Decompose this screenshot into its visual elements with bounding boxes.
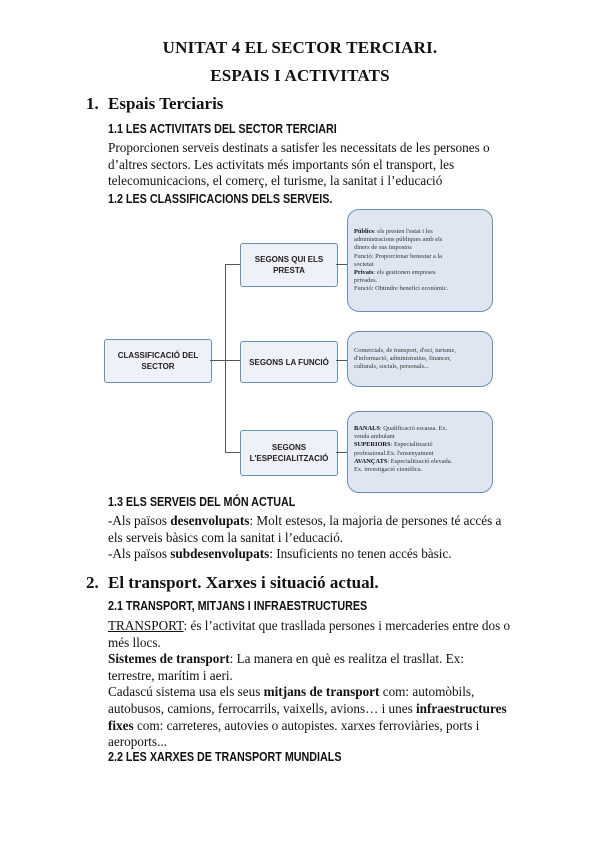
diagram-detail-funcio: Comercials, de transport, d'oci, turisme, d'informació, administratius, financer, culturals, socials, personals... (347, 331, 493, 387)
diagram-root-box: CLASSIFICACIÓ DEL SECTOR (104, 339, 212, 383)
connector (225, 264, 226, 452)
connector (336, 452, 347, 453)
page-title: UNITAT 4 EL SECTOR TERCIARI. (162, 38, 438, 57)
paragraph-1-1: Proporcionen serveis destinats a satisfer les necessitats de les persones o d’altres sectors. Les activitats més importants són el transport, les telecomunicacions, el comerç, el turisme, la sanitat i l’educació (108, 140, 490, 189)
diagram-box-especialitzacio: SEGONS L'ESPECIALITZACIÓ (240, 430, 338, 476)
page-subtitle: ESPAIS I ACTIVITATS (210, 66, 390, 85)
diagram-box-presta: SEGONS QUI ELS PRESTA (240, 243, 338, 287)
paragraph-1-3: -Als països desenvolupats: Molt estesos, la majoria de persones té accés a els serveis bàsics com la sanitat i l’educació. -Als països subdesenvolupats: Insuficients no tenen accés bàsic. (108, 513, 502, 562)
section-2-number: 2. (86, 573, 99, 592)
section-2-title: El transport. Xarxes i situació actual. (108, 573, 379, 592)
subheading-1-3: 1.3 ELS SERVEIS DEL MÓN ACTUAL (108, 495, 296, 509)
connector (336, 360, 347, 361)
subheading-2-2: 2.2 LES XARXES DE TRANSPORT MUNDIALS (108, 750, 342, 764)
diagram-detail-presta: Públics: els presten l'estat i les administracions públiques amb els diners de sus impostos Funció: Proporcionar benestar a la societat Privats: els gestionen empreses privades. Funció: Obtindre benefici econòmic. (347, 209, 493, 312)
connector (225, 452, 240, 453)
subheading-2-1: 2.1 TRANSPORT, MITJANS I INFRAESTRUCTURES (108, 599, 368, 613)
section-1-number: 1. (86, 94, 99, 113)
subheading-1-2: 1.2 LES CLASSIFICACIONS DELS SERVEIS. (108, 192, 333, 206)
paragraph-2-1: TRANSPORT: és l’activitat que trasllada persones i mercaderies entre dos o més llocs. Sistemes de transport: La manera en què es realitza el trasllat. Ex: terrestre, marítim i aeri. Cadascú sistema usa els seus mitjans de transport com: automòbils, autobusos, camions, ferrocarrils, vaixells, avions… i unes infraestructures fixes com: carreteres, autovies o autopistes. xarxes ferroviàries, ports i aeroports... (108, 618, 511, 750)
subheading-1-1: 1.1 LES ACTIVITATS DEL SECTOR TERCIARI (108, 122, 337, 136)
section-1-title: Espais Terciaris (108, 94, 224, 113)
connector (225, 264, 240, 265)
connector (336, 264, 347, 265)
diagram-box-funcio: SEGONS LA FUNCIÓ (240, 341, 338, 383)
diagram-detail-especialitzacio: BANALS: Qualificació escassa. Ex. venda ambulant SUPERIORS: Especialització professional.Ex. l'ensenyament AVANÇATS: Especialització elevada. Ex. investigació científica. (347, 411, 493, 493)
